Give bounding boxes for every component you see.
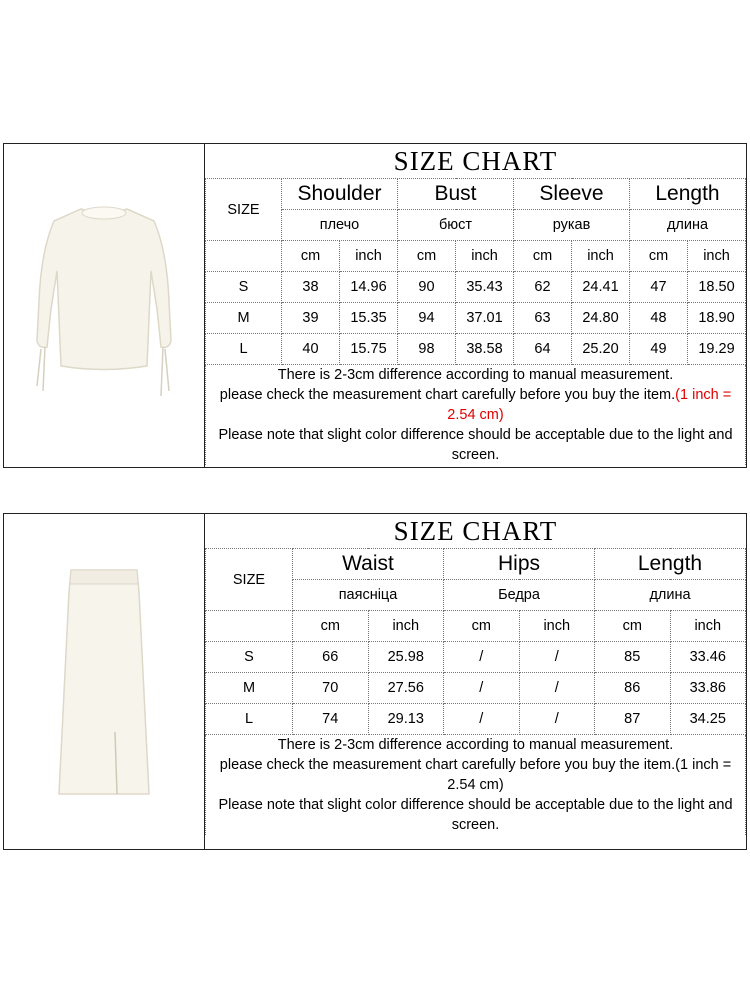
col-subheader: Бедра: [444, 580, 595, 611]
unit-label: cm: [398, 241, 456, 272]
measure-cell: 18.50: [688, 272, 746, 303]
col-subheader: длина: [595, 580, 746, 611]
measure-cell: 35.43: [456, 272, 514, 303]
col-header-shoulder: Shoulder: [282, 179, 398, 210]
measure-cell: 25.98: [368, 642, 444, 673]
size-value: S: [206, 642, 293, 673]
sweater-image: [4, 144, 205, 467]
col-subheader: рукав: [514, 210, 630, 241]
measure-cell: 38.58: [456, 334, 514, 365]
measure-cell: 49: [630, 334, 688, 365]
measure-cell: /: [444, 673, 520, 704]
measure-cell: 34.25: [670, 704, 746, 735]
measure-cell: 90: [398, 272, 456, 303]
top-size-label: SIZE: [206, 179, 282, 241]
unit-label: inch: [340, 241, 398, 272]
measure-cell: 86: [595, 673, 671, 704]
unit-label: inch: [572, 241, 630, 272]
size-value: L: [206, 334, 282, 365]
empty-cell: [206, 611, 293, 642]
measurement-note: [206, 735, 746, 836]
note-inch-conversion: (1 inch = 2.54 cm): [447, 757, 732, 793]
measure-cell: 87: [595, 704, 671, 735]
note-line-1: There is 2-3cm difference according to manual measurement.: [277, 367, 674, 383]
col-header-sleeve: Sleeve: [514, 179, 630, 210]
measure-cell: 85: [595, 642, 671, 673]
top-size-chart-panel: [3, 143, 747, 468]
size-value: L: [206, 704, 293, 735]
measure-cell: 66: [293, 642, 369, 673]
measure-cell: /: [519, 704, 595, 735]
note-line-3: Please note that slight color difference should be acceptable due to the light and screen.: [218, 797, 733, 833]
measure-cell: /: [519, 642, 595, 673]
measure-cell: 33.46: [670, 642, 746, 673]
bottom-size-chart-panel: [3, 513, 747, 850]
unit-label: cm: [630, 241, 688, 272]
table-row: [206, 334, 746, 365]
table-row: [206, 704, 746, 735]
measure-cell: 39: [282, 303, 340, 334]
bottom-size-table: [205, 514, 746, 849]
measure-cell: 37.01: [456, 303, 514, 334]
col-subheader: длина: [630, 210, 746, 241]
table-row: [206, 642, 746, 673]
unit-label: inch: [368, 611, 444, 642]
measure-cell: 14.96: [340, 272, 398, 303]
measure-cell: 74: [293, 704, 369, 735]
size-value: M: [206, 673, 293, 704]
measure-cell: 33.86: [670, 673, 746, 704]
col-header-length: Length: [595, 549, 746, 580]
unit-label: cm: [293, 611, 369, 642]
unit-label: cm: [595, 611, 671, 642]
unit-label: inch: [688, 241, 746, 272]
col-header-waist: Waist: [293, 549, 444, 580]
measure-cell: 40: [282, 334, 340, 365]
measure-cell: 38: [282, 272, 340, 303]
measure-cell: 29.13: [368, 704, 444, 735]
unit-label: inch: [519, 611, 595, 642]
unit-label: cm: [444, 611, 520, 642]
bottom-chart-title: SIZE CHART: [206, 514, 746, 549]
top-size-table: [205, 144, 746, 467]
measure-cell: 64: [514, 334, 572, 365]
col-subheader: паясніца: [293, 580, 444, 611]
note-line-3: Please note that slight color difference should be acceptable due to the light and screen.: [218, 427, 733, 463]
table-row: [206, 673, 746, 704]
measure-cell: 62: [514, 272, 572, 303]
measure-cell: 94: [398, 303, 456, 334]
measure-cell: 63: [514, 303, 572, 334]
measure-cell: 19.29: [688, 334, 746, 365]
note-inch-conversion: (1 inch = 2.54 cm): [447, 387, 732, 423]
unit-label: inch: [456, 241, 514, 272]
col-subheader: плечо: [282, 210, 398, 241]
measure-cell: /: [444, 704, 520, 735]
table-row: [206, 272, 746, 303]
measure-cell: 18.90: [688, 303, 746, 334]
measure-cell: /: [519, 673, 595, 704]
table-row: [206, 303, 746, 334]
unit-label: cm: [514, 241, 572, 272]
note-line-2: please check the measurement chart carefully before you buy the item.: [219, 387, 676, 403]
skirt-image: [4, 514, 205, 849]
measure-cell: 15.35: [340, 303, 398, 334]
size-value: M: [206, 303, 282, 334]
skirt-illustration: [49, 562, 159, 802]
bottom-size-label: SIZE: [206, 549, 293, 611]
col-header-hips: Hips: [444, 549, 595, 580]
measure-cell: 48: [630, 303, 688, 334]
measure-cell: 27.56: [368, 673, 444, 704]
measure-cell: 98: [398, 334, 456, 365]
unit-label: cm: [282, 241, 340, 272]
measure-cell: 70: [293, 673, 369, 704]
measure-cell: /: [444, 642, 520, 673]
note-line-2: please check the measurement chart carefully before you buy the item.: [219, 757, 676, 773]
measure-cell: 24.41: [572, 272, 630, 303]
unit-label: inch: [670, 611, 746, 642]
col-subheader: бюст: [398, 210, 514, 241]
measure-cell: 47: [630, 272, 688, 303]
measure-cell: 24.80: [572, 303, 630, 334]
measurement-note: [206, 365, 746, 466]
col-header-bust: Bust: [398, 179, 514, 210]
top-chart-title: SIZE CHART: [206, 144, 746, 179]
size-value: S: [206, 272, 282, 303]
note-line-1: There is 2-3cm difference according to manual measurement.: [277, 737, 674, 753]
sweater-illustration: [29, 191, 179, 421]
measure-cell: 25.20: [572, 334, 630, 365]
measure-cell: 15.75: [340, 334, 398, 365]
empty-cell: [206, 241, 282, 272]
col-header-length: Length: [630, 179, 746, 210]
